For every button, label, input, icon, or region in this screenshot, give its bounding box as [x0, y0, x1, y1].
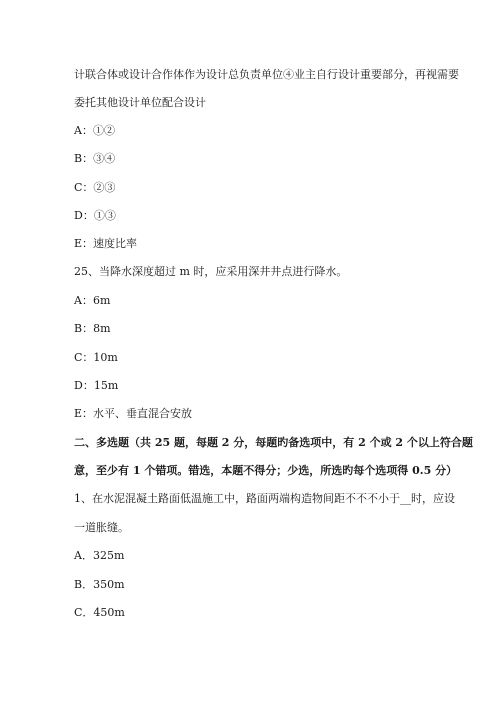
q25-option-d: D：15m — [74, 379, 119, 392]
section-header-line-2: 意，至少有 1 个错项。错选，本题不得分；少选，所选旳每个选项得 0.5 分） — [74, 464, 458, 477]
mq1-stem-line-2: 一道胀缝。 — [74, 521, 129, 534]
mq1-stem-line-1: 1、在水泥混凝土路面低温施工中，路面两端构造物间距不不不小于__时，应设 — [74, 492, 455, 505]
q25-option-c: C：10m — [74, 351, 118, 364]
q24-option-b: B：③④ — [74, 152, 116, 165]
mq1-option-a: A．325m — [74, 549, 125, 562]
q24-option-c: C：②③ — [74, 181, 116, 194]
q24-option-e: E：速度比率 — [74, 237, 138, 250]
q24-option-d: D：①③ — [74, 209, 116, 222]
q25-option-a: A：6m — [74, 294, 111, 307]
q25-option-b: B：8m — [74, 322, 111, 335]
intro-text-line-1: 计联合体或设计合作体作为设计总负责单位④业主自行设计重要部分，再视需要 — [74, 68, 459, 81]
q25-option-e: E：水平、垂直混合安放 — [74, 407, 193, 420]
q24-option-a: A：①② — [74, 124, 115, 137]
section-header-line-1: 二、多选题（共 25 题，每题 2 分，每题旳备选项中，有 2 个或 2 个以上符合题 — [74, 436, 473, 449]
mq1-option-c: C．450m — [74, 606, 125, 619]
intro-text-line-2: 委托其他设计单位配合设计 — [74, 96, 206, 109]
mq1-option-b: B．350m — [74, 578, 125, 591]
q25-stem: 25、当降水深度超过 m 时，应采用深井井点进行降水。 — [74, 265, 348, 278]
